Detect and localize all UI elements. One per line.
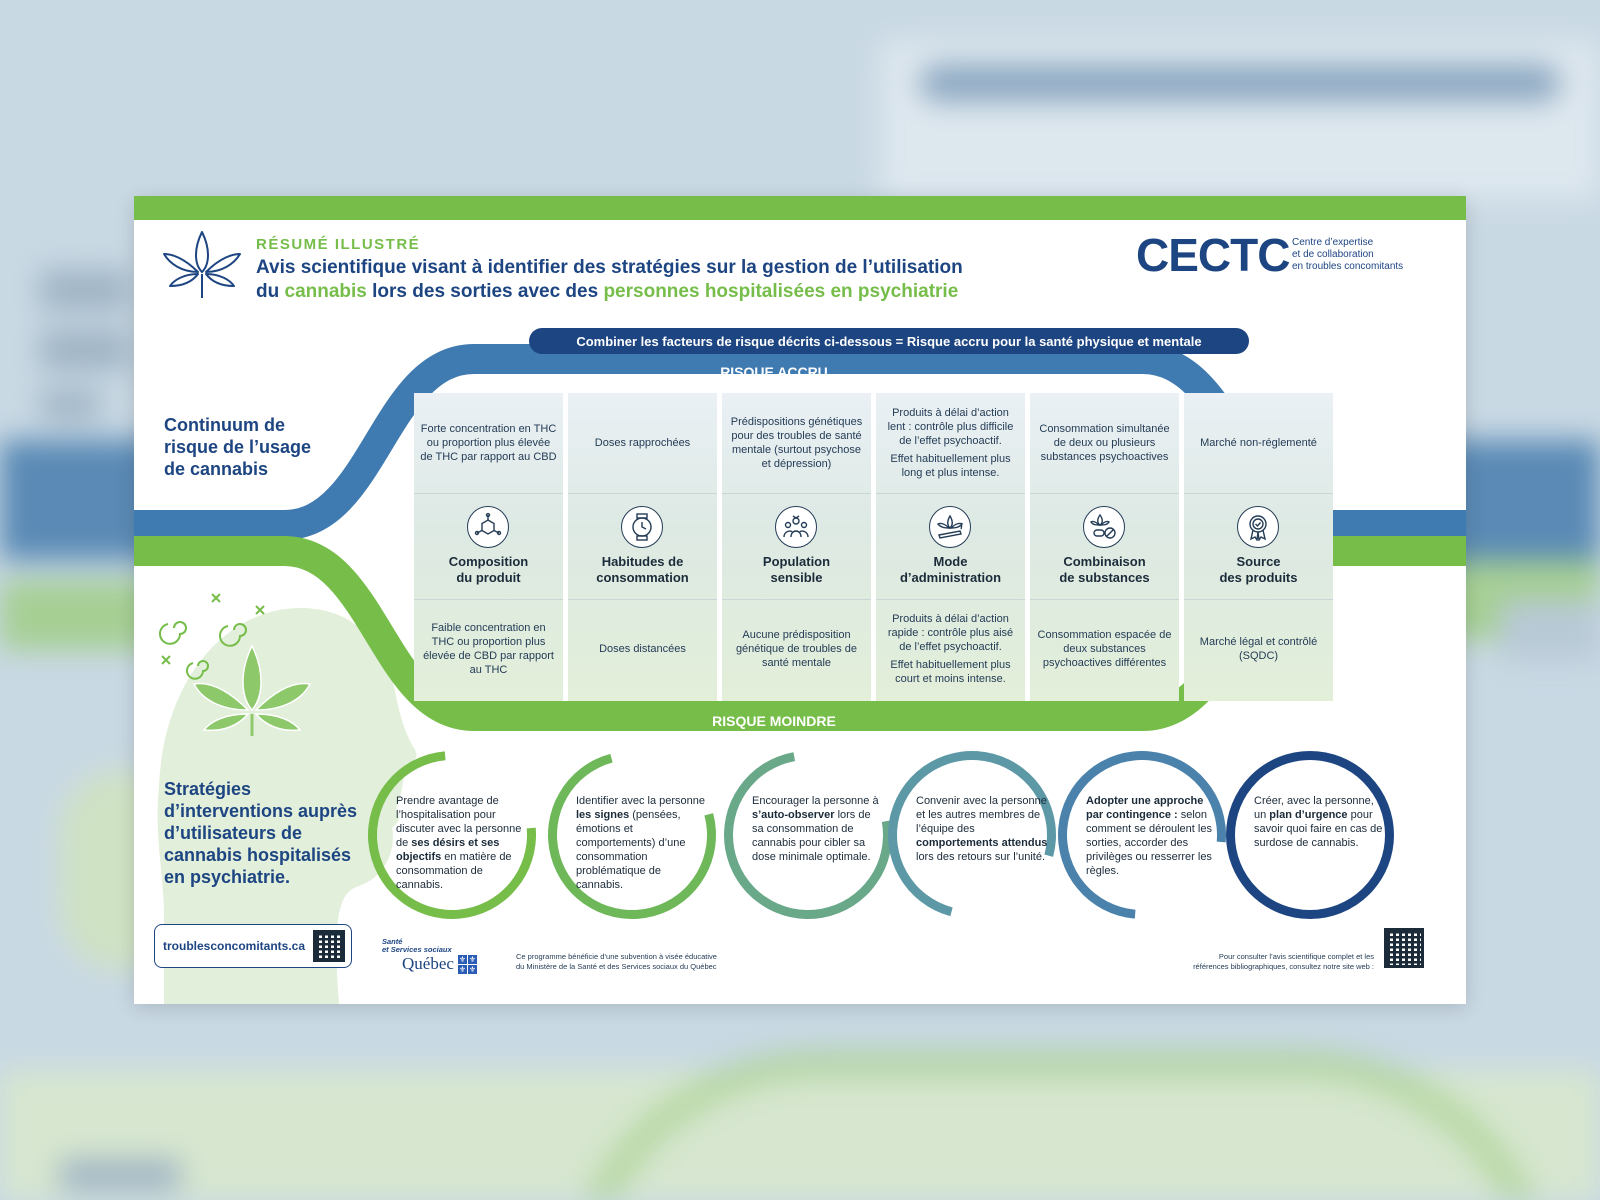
factor-label: Composition du produit [448, 554, 529, 585]
title-line-2: du cannabis lors des sorties avec des personnes hospitalisées en psychiatrie [256, 281, 959, 302]
factor-label: Mode d’administration [899, 554, 1002, 585]
risk-column-2 [568, 393, 717, 701]
cectc-logo: CECTC [1136, 229, 1290, 281]
strategy-text-3: Encourager la personne à s’auto-observer lors de sa consommation de cannabis pour cibler sa dose minimale optimale. [752, 795, 879, 863]
risk-column-6 [1184, 393, 1333, 701]
risk-column-3 [722, 393, 871, 701]
qr-code-icon [313, 930, 345, 962]
website-link[interactable] [154, 924, 352, 968]
quebec-flag-icon: ⚜ ⚜ ⚜ ⚜ [458, 954, 476, 974]
factor-label: Combinaison de substances [1059, 554, 1150, 585]
lower-risk-text: Doses distancées [599, 643, 686, 655]
seal-icon [1237, 506, 1279, 548]
footer-qr-code-icon[interactable] [1384, 928, 1424, 968]
strategy-text-2: Identifier avec la personne les signes (pensées, émotions et comportements) d’une consommation problématique de cannabis. [576, 795, 706, 891]
strategy-text-6: Créer, avec la personne, un plan d’urgence pour savoir quoi faire en cas de surdose de cannabis. [1254, 795, 1383, 849]
higher-risk-text: Prédispositions génétiques pour des troubles de santé mentale (surtout psychose et dépression) [730, 416, 863, 470]
strategy-text-4: Convenir avec la personne et les autres membres de l’équipe des comportements attendus lors des retours sur l’unité. [916, 795, 1048, 863]
strategies-heading: Stratégies d’interventions auprès d’utilisateurs de cannabis hospitalisés en psychiatrie. [164, 779, 358, 887]
eyebrow-label: RÉSUMÉ ILLUSTRÉ [256, 236, 421, 253]
risk-column-4 [876, 393, 1025, 701]
lower-risk-text: Consommation espacée de deux substances psychoactives différentes [1037, 629, 1172, 669]
higher-risk-text: Forte concentration en THC ou proportion plus élevée de THC par rapport au CBD [420, 423, 557, 463]
people-icon [775, 506, 817, 548]
joint-icon [929, 506, 971, 548]
lower-risk-text: Marché légal et contrôlé (SQDC) [1199, 636, 1318, 662]
combine-factors-banner: Combiner les facteurs de risque décrits ci-dessous = Risque accru pour la santé physique et mentale [529, 328, 1249, 354]
strategy-text-5: Adopter une approche par contingence : selon comment se déroulent les sorties, accorder des privilèges ou resserrer les règles. [1086, 795, 1212, 877]
factor-label: Habitudes de consommation [596, 554, 689, 585]
factor-label: Population sensible [762, 554, 831, 585]
title-line-1: Avis scientifique visant à identifier des stratégies sur la gestion de l’utilisation [256, 257, 963, 278]
grant-notice: Ce programme bénéficie d’une subvention à visée éducative du Ministère de la Santé et des Services sociaux du Québec [516, 952, 717, 971]
infographic-poster [134, 196, 1466, 1004]
higher-risk-text: Produits à délai d’action lent : contrôle plus difficile de l’effet psychoactif. Effet habituellement plus long et plus intense. [887, 407, 1014, 479]
consult-notice: Pour consulter l’avis scientifique complet et les références bibliographiques, consultez notre site web : [1193, 952, 1374, 971]
page-title [256, 256, 1036, 304]
pills-leaf-icon [1083, 506, 1125, 548]
quebec-gov-logo: Santé et Services sociaux Québec ⚜ ⚜ ⚜ ⚜ [382, 937, 476, 974]
risk-column-5 [1030, 393, 1179, 701]
risk-column-1 [414, 393, 563, 701]
strategy-text-1: Prendre avantage de l’hospitalisation pour discuter avec la personne de ses désirs et ses objectifs en matière de consommation de cannabis. [396, 795, 522, 891]
lower-risk-text: Aucune prédisposition génétique de troubles de santé mentale [735, 629, 858, 669]
risk-high-label: RISQUE ACCRU [720, 364, 828, 380]
higher-risk-text: Doses rapprochées [594, 437, 691, 449]
website-text: troublesconcomitants.ca [163, 939, 306, 953]
factor-label: Source des produits [1219, 554, 1298, 585]
molecule-icon [467, 506, 509, 548]
continuum-heading: Continuum de risque de l’usage de cannabis [164, 415, 312, 479]
lower-risk-text: Produits à délai d’action rapide : contrôle plus aisé de l’effet psychoactif. Effet habituellement plus court et moins intense. [887, 613, 1014, 685]
lower-risk-text: Faible concentration en THC ou proportion plus élevée de CBD par rapport au THC [423, 622, 554, 676]
higher-risk-text: Marché non-réglementé [1200, 437, 1317, 449]
org-fullname: Centre d’expertise et de collaboration en troubles concomitants [1292, 237, 1404, 272]
risk-low-label: RISQUE MOINDRE [712, 713, 836, 729]
clock-icon [621, 506, 663, 548]
higher-risk-text: Consommation simultanée de deux ou plusieurs substances psychoactives [1039, 423, 1170, 463]
